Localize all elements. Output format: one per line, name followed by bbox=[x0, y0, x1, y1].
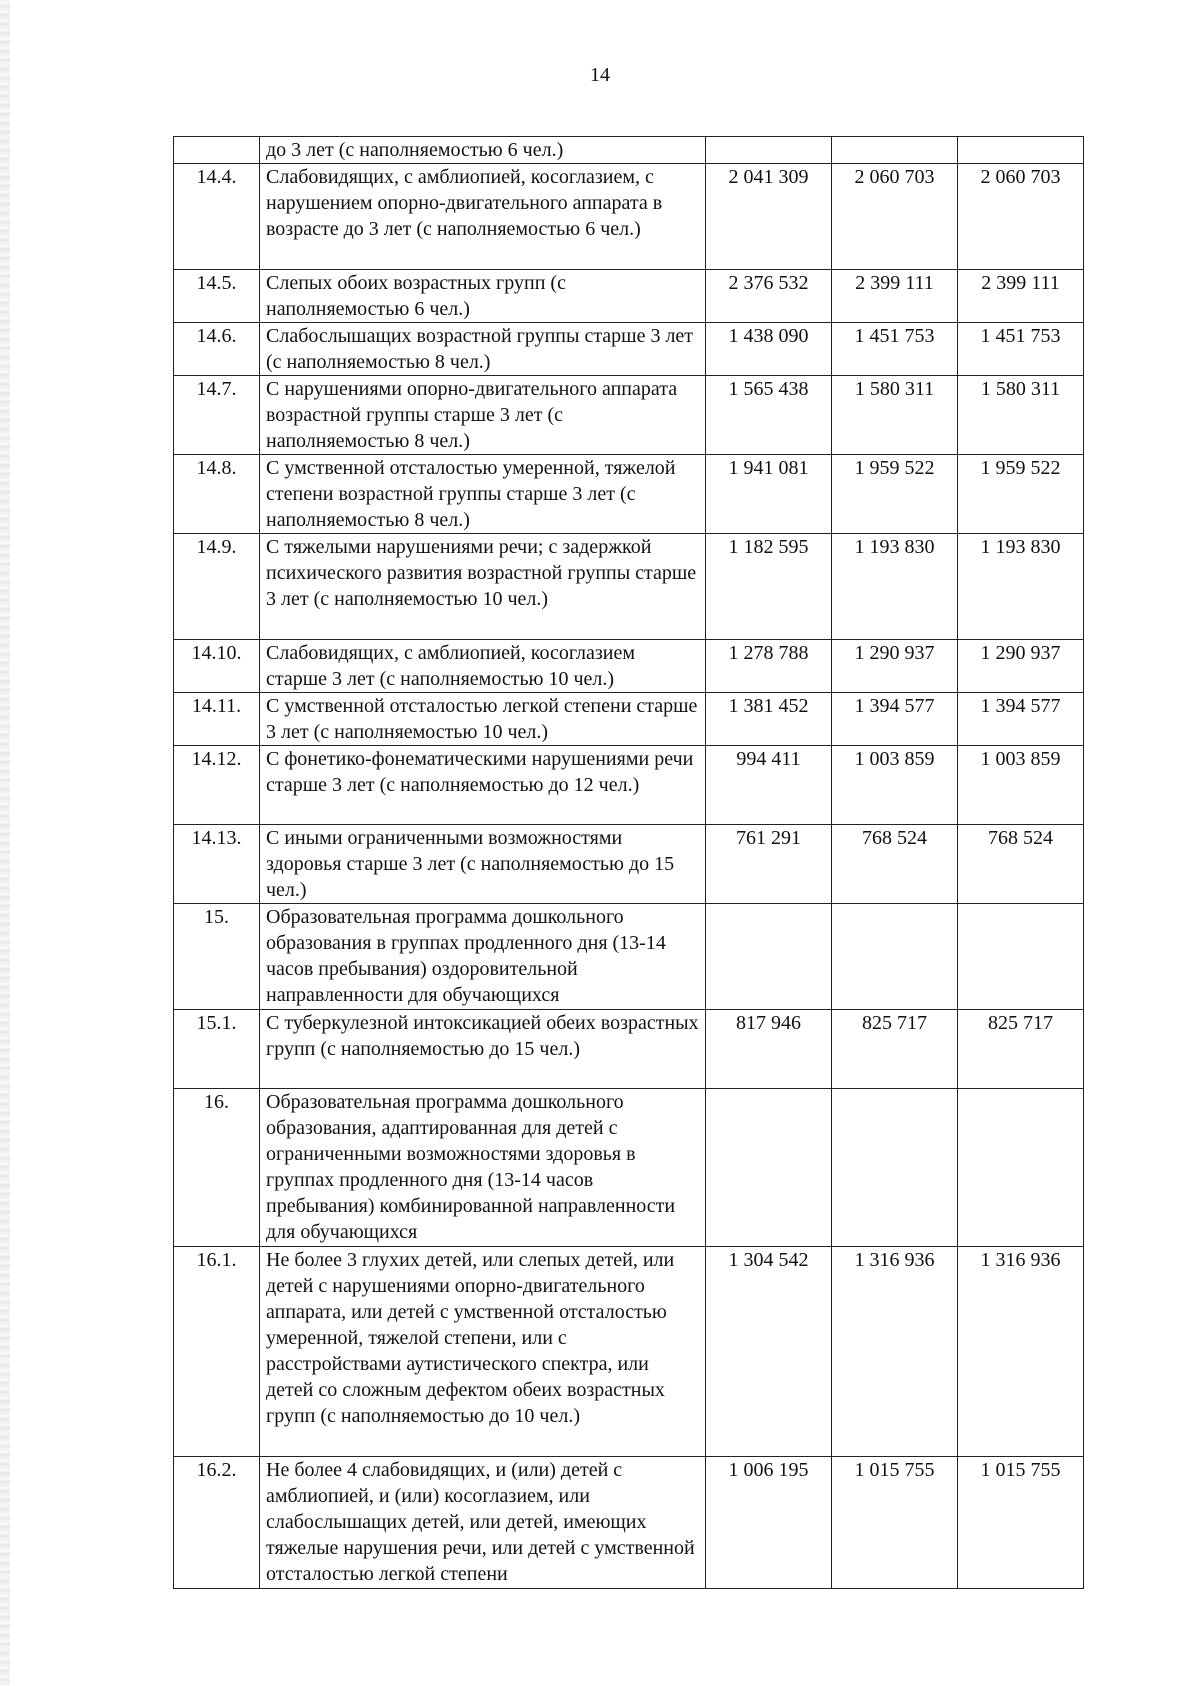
table-row bbox=[174, 137, 1084, 164]
table-row bbox=[174, 323, 1084, 376]
row-description: Не более 4 слабовидящих, и (или) детей с амблиопией, и (или) косоглазием, или слабослышащих детей, или детей, имеющих тяжелые нарушения речи, или детей с умственной отсталостью легкой степени bbox=[260, 1457, 706, 1589]
value-col-1: 1 278 788 bbox=[706, 640, 832, 693]
value-col-1: 1 006 195 bbox=[706, 1457, 832, 1589]
value-col-3: 1 193 830 bbox=[958, 534, 1084, 640]
value-col-2: 2 399 111 bbox=[832, 270, 958, 323]
row-description: С иными ограниченными возможностями здоровья старше 3 лет (с наполняемостью до 15 чел.) bbox=[260, 825, 706, 904]
value-col-3 bbox=[958, 904, 1084, 1010]
table-row bbox=[174, 640, 1084, 693]
row-number: 14.9. bbox=[174, 534, 260, 640]
table-row bbox=[174, 825, 1084, 904]
value-col-3: 1 003 859 bbox=[958, 746, 1084, 825]
row-description: С нарушениями опорно-двигательного аппарата возрастной группы старше 3 лет (с наполняемостью 8 чел.) bbox=[260, 376, 706, 455]
table-row bbox=[174, 1457, 1084, 1589]
value-col-3: 1 316 936 bbox=[958, 1247, 1084, 1457]
value-col-2: 1 451 753 bbox=[832, 323, 958, 376]
row-number: 14.5. bbox=[174, 270, 260, 323]
tariff-table bbox=[173, 136, 1084, 1589]
value-col-2: 1 015 755 bbox=[832, 1457, 958, 1589]
value-col-3: 1 015 755 bbox=[958, 1457, 1084, 1589]
value-col-1 bbox=[706, 137, 832, 164]
row-number: 15. bbox=[174, 904, 260, 1010]
row-description: Образовательная программа дошкольного образования в группах продленного дня (13-14 часов пребывания) оздоровительной направленности для обучающихся bbox=[260, 904, 706, 1010]
row-number: 14.6. bbox=[174, 323, 260, 376]
row-description: С умственной отсталостью легкой степени старше 3 лет (с наполняемостью 10 чел.) bbox=[260, 693, 706, 746]
row-description: Не более 3 глухих детей, или слепых детей, или детей с нарушениями опорно-двигательного аппарата, или детей с умственной отсталостью умеренной, тяжелой степени, или с расстройствами аутистического спектра, или детей со сложным дефектом обеих возрастных групп (с наполняемостью до 10 чел.) bbox=[260, 1247, 706, 1457]
value-col-1: 2 376 532 bbox=[706, 270, 832, 323]
row-description: С умственной отсталостью умеренной, тяжелой степени возрастной группы старше 3 лет (с наполняемостью 8 чел.) bbox=[260, 455, 706, 534]
row-description: Слабовидящих, с амблиопией, косоглазием, с нарушением опорно-двигательного аппарата в возрасте до 3 лет (с наполняемостью 6 чел.) bbox=[260, 164, 706, 270]
value-col-3: 768 524 bbox=[958, 825, 1084, 904]
value-col-1: 1 381 452 bbox=[706, 693, 832, 746]
row-number: 15.1. bbox=[174, 1010, 260, 1089]
value-col-1 bbox=[706, 904, 832, 1010]
row-description: Образовательная программа дошкольного образования, адаптированная для детей с ограниченными возможностями здоровья в группах продленного дня (13-14 часов пребывания) комбинированной направленности для обучающихся bbox=[260, 1089, 706, 1247]
value-col-3: 825 717 bbox=[958, 1010, 1084, 1089]
row-description: С тяжелыми нарушениями речи; с задержкой психического развития возрастной группы старше 3 лет (с наполняемостью 10 чел.) bbox=[260, 534, 706, 640]
table-row bbox=[174, 376, 1084, 455]
value-col-3: 1 290 937 bbox=[958, 640, 1084, 693]
value-col-1: 1 182 595 bbox=[706, 534, 832, 640]
table-row bbox=[174, 534, 1084, 640]
row-description: Слабовидящих, с амблиопией, косоглазием старше 3 лет (с наполняемостью 10 чел.) bbox=[260, 640, 706, 693]
value-col-2 bbox=[832, 137, 958, 164]
row-number: 14.12. bbox=[174, 746, 260, 825]
table-row bbox=[174, 904, 1084, 1010]
value-col-1 bbox=[706, 1089, 832, 1247]
row-number bbox=[174, 137, 260, 164]
table-row bbox=[174, 1010, 1084, 1089]
value-col-3: 2 060 703 bbox=[958, 164, 1084, 270]
value-col-3 bbox=[958, 137, 1084, 164]
row-number: 14.8. bbox=[174, 455, 260, 534]
value-col-1: 1 304 542 bbox=[706, 1247, 832, 1457]
page-number: 14 bbox=[590, 64, 610, 86]
row-description: С фонетико-фонематическими нарушениями речи старше 3 лет (с наполняемостью до 12 чел.) bbox=[260, 746, 706, 825]
value-col-2: 1 580 311 bbox=[832, 376, 958, 455]
row-description: Слабослышащих возрастной группы старше 3 лет (с наполняемостью 8 чел.) bbox=[260, 323, 706, 376]
table-row bbox=[174, 164, 1084, 270]
value-col-2: 2 060 703 bbox=[832, 164, 958, 270]
row-number: 16. bbox=[174, 1089, 260, 1247]
table-row bbox=[174, 1247, 1084, 1457]
row-number: 14.4. bbox=[174, 164, 260, 270]
value-col-2: 768 524 bbox=[832, 825, 958, 904]
table-row bbox=[174, 1089, 1084, 1247]
row-description: до 3 лет (с наполняемостью 6 чел.) bbox=[260, 137, 706, 164]
value-col-2: 1 003 859 bbox=[832, 746, 958, 825]
table-row bbox=[174, 693, 1084, 746]
row-description: Слепых обоих возрастных групп (с наполняемостью 6 чел.) bbox=[260, 270, 706, 323]
value-col-3: 1 959 522 bbox=[958, 455, 1084, 534]
value-col-2 bbox=[832, 904, 958, 1010]
value-col-1: 1 941 081 bbox=[706, 455, 832, 534]
row-number: 16.2. bbox=[174, 1457, 260, 1589]
row-description: С туберкулезной интоксикацией обеих возрастных групп (с наполняемостью до 15 чел.) bbox=[260, 1010, 706, 1089]
row-number: 14.10. bbox=[174, 640, 260, 693]
table-row bbox=[174, 455, 1084, 534]
tariff-table-body bbox=[174, 137, 1084, 1589]
table-row bbox=[174, 746, 1084, 825]
value-col-1: 994 411 bbox=[706, 746, 832, 825]
value-col-3: 1 394 577 bbox=[958, 693, 1084, 746]
value-col-2: 1 316 936 bbox=[832, 1247, 958, 1457]
value-col-2: 1 959 522 bbox=[832, 455, 958, 534]
value-col-2: 1 394 577 bbox=[832, 693, 958, 746]
value-col-1: 817 946 bbox=[706, 1010, 832, 1089]
scan-edge-artifact bbox=[0, 0, 10, 1686]
value-col-2: 825 717 bbox=[832, 1010, 958, 1089]
value-col-3: 2 399 111 bbox=[958, 270, 1084, 323]
value-col-1: 1 565 438 bbox=[706, 376, 832, 455]
value-col-3 bbox=[958, 1089, 1084, 1247]
value-col-1: 761 291 bbox=[706, 825, 832, 904]
value-col-2: 1 290 937 bbox=[832, 640, 958, 693]
row-number: 14.13. bbox=[174, 825, 260, 904]
table-row bbox=[174, 270, 1084, 323]
row-number: 14.7. bbox=[174, 376, 260, 455]
value-col-2: 1 193 830 bbox=[832, 534, 958, 640]
row-number: 16.1. bbox=[174, 1247, 260, 1457]
value-col-3: 1 451 753 bbox=[958, 323, 1084, 376]
row-number: 14.11. bbox=[174, 693, 260, 746]
value-col-2 bbox=[832, 1089, 958, 1247]
value-col-1: 2 041 309 bbox=[706, 164, 832, 270]
value-col-3: 1 580 311 bbox=[958, 376, 1084, 455]
value-col-1: 1 438 090 bbox=[706, 323, 832, 376]
